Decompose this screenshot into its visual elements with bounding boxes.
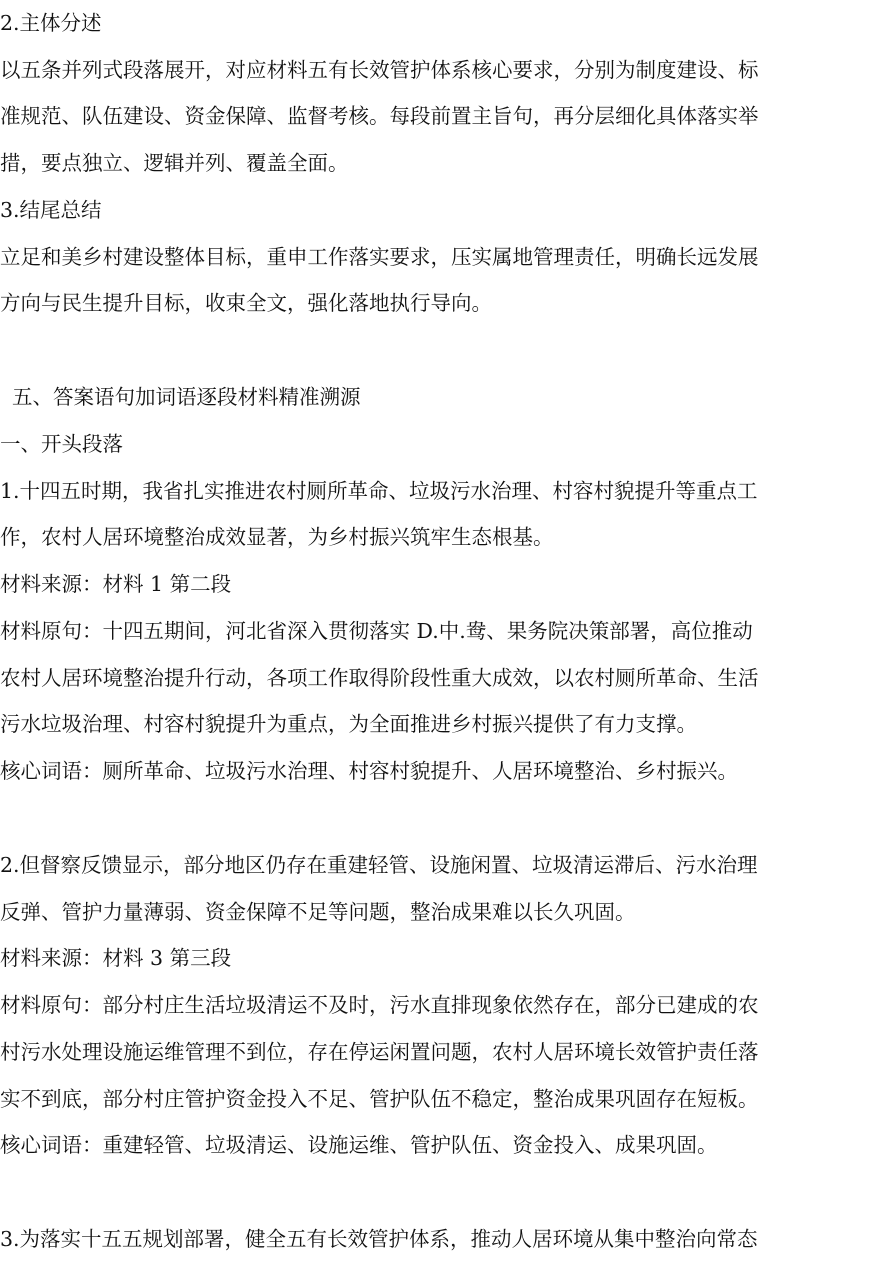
answer-sentence-line: 反弹、管护力量薄弱、资金保障不足等问题，整治成果难以长久巩固。 bbox=[0, 900, 636, 924]
material-quote-line: 农村人居环境整治提升行动，各项工作取得阶段性重大成效，以农村厕所革命、生活 bbox=[0, 666, 759, 690]
section-heading-conclusion: 3.结尾总结 bbox=[0, 198, 102, 222]
material-source: 材料来源：材料 3 第三段 bbox=[0, 946, 232, 970]
material-quote-line: 污水垃圾治理、村容村貌提升为重点，为全面推进乡村振兴提供了有力支撑。 bbox=[0, 712, 697, 736]
paragraph-line: 立足和美乡村建设整体目标，重申工作落实要求，压实属地管理责任，明确长远发展 bbox=[0, 245, 759, 269]
material-quote-line: 材料原句：十四五期间，河北省深入贯彻落实 D.中.鸯、果务院决策部署，高位推动 bbox=[0, 619, 753, 643]
core-terms: 核心词语：厕所革命、垃圾污水治理、村容村貌提升、人居环境整治、乡村振兴。 bbox=[0, 759, 738, 783]
answer-sentence-line: 3.为落实十五五规划部署，健全五有长效管护体系，推动人居环境从集中整治向常态 bbox=[0, 1227, 758, 1251]
paragraph-line: 措，要点独立、逻辑并列、覆盖全面。 bbox=[0, 151, 349, 175]
core-terms: 核心词语：重建轻管、垃圾清运、设施运维、管护队伍、资金投入、成果巩固。 bbox=[0, 1133, 718, 1157]
chapter-heading: 五、答案语句加词语逐段材料精准溯源 bbox=[12, 385, 361, 409]
answer-sentence-line: 2.但督察反馈显示，部分地区仍存在重建轻管、设施闲置、垃圾清运滞后、污水治理 bbox=[0, 853, 758, 877]
paragraph-line: 以五条并列式段落展开，对应材料五有长效管护体系核心要求，分别为制度建设、标 bbox=[0, 58, 759, 82]
material-source: 材料来源：材料 1 第二段 bbox=[0, 572, 232, 596]
material-quote-line: 实不到底，部分村庄管护资金投入不足、管护队伍不稳定，整治成果巩固存在短板。 bbox=[0, 1087, 759, 1111]
answer-sentence-line: 1.十四五时期，我省扎实推进农村厕所革命、垃圾污水治理、村容村貌提升等重点工 bbox=[0, 479, 758, 503]
paragraph-line: 准规范、队伍建设、资金保障、监督考核。每段前置主旨句，再分层细化具体落实举 bbox=[0, 104, 759, 128]
subsection-heading: 一、开头段落 bbox=[0, 432, 123, 456]
paragraph-line: 方向与民生提升目标，收束全文，强化落地执行导向。 bbox=[0, 291, 492, 315]
answer-sentence-line: 作，农村人居环境整治成效显著，为乡村振兴筑牢生态根基。 bbox=[0, 525, 554, 549]
material-quote-line: 材料原句：部分村庄生活垃圾清运不及时，污水直排现象依然存在，部分已建成的农 bbox=[0, 993, 759, 1017]
material-quote-line: 村污水处理设施运维管理不到位，存在停运闲置问题，农村人居环境长效管护责任落 bbox=[0, 1040, 759, 1064]
section-heading-main-body: 2.主体分述 bbox=[0, 11, 102, 35]
